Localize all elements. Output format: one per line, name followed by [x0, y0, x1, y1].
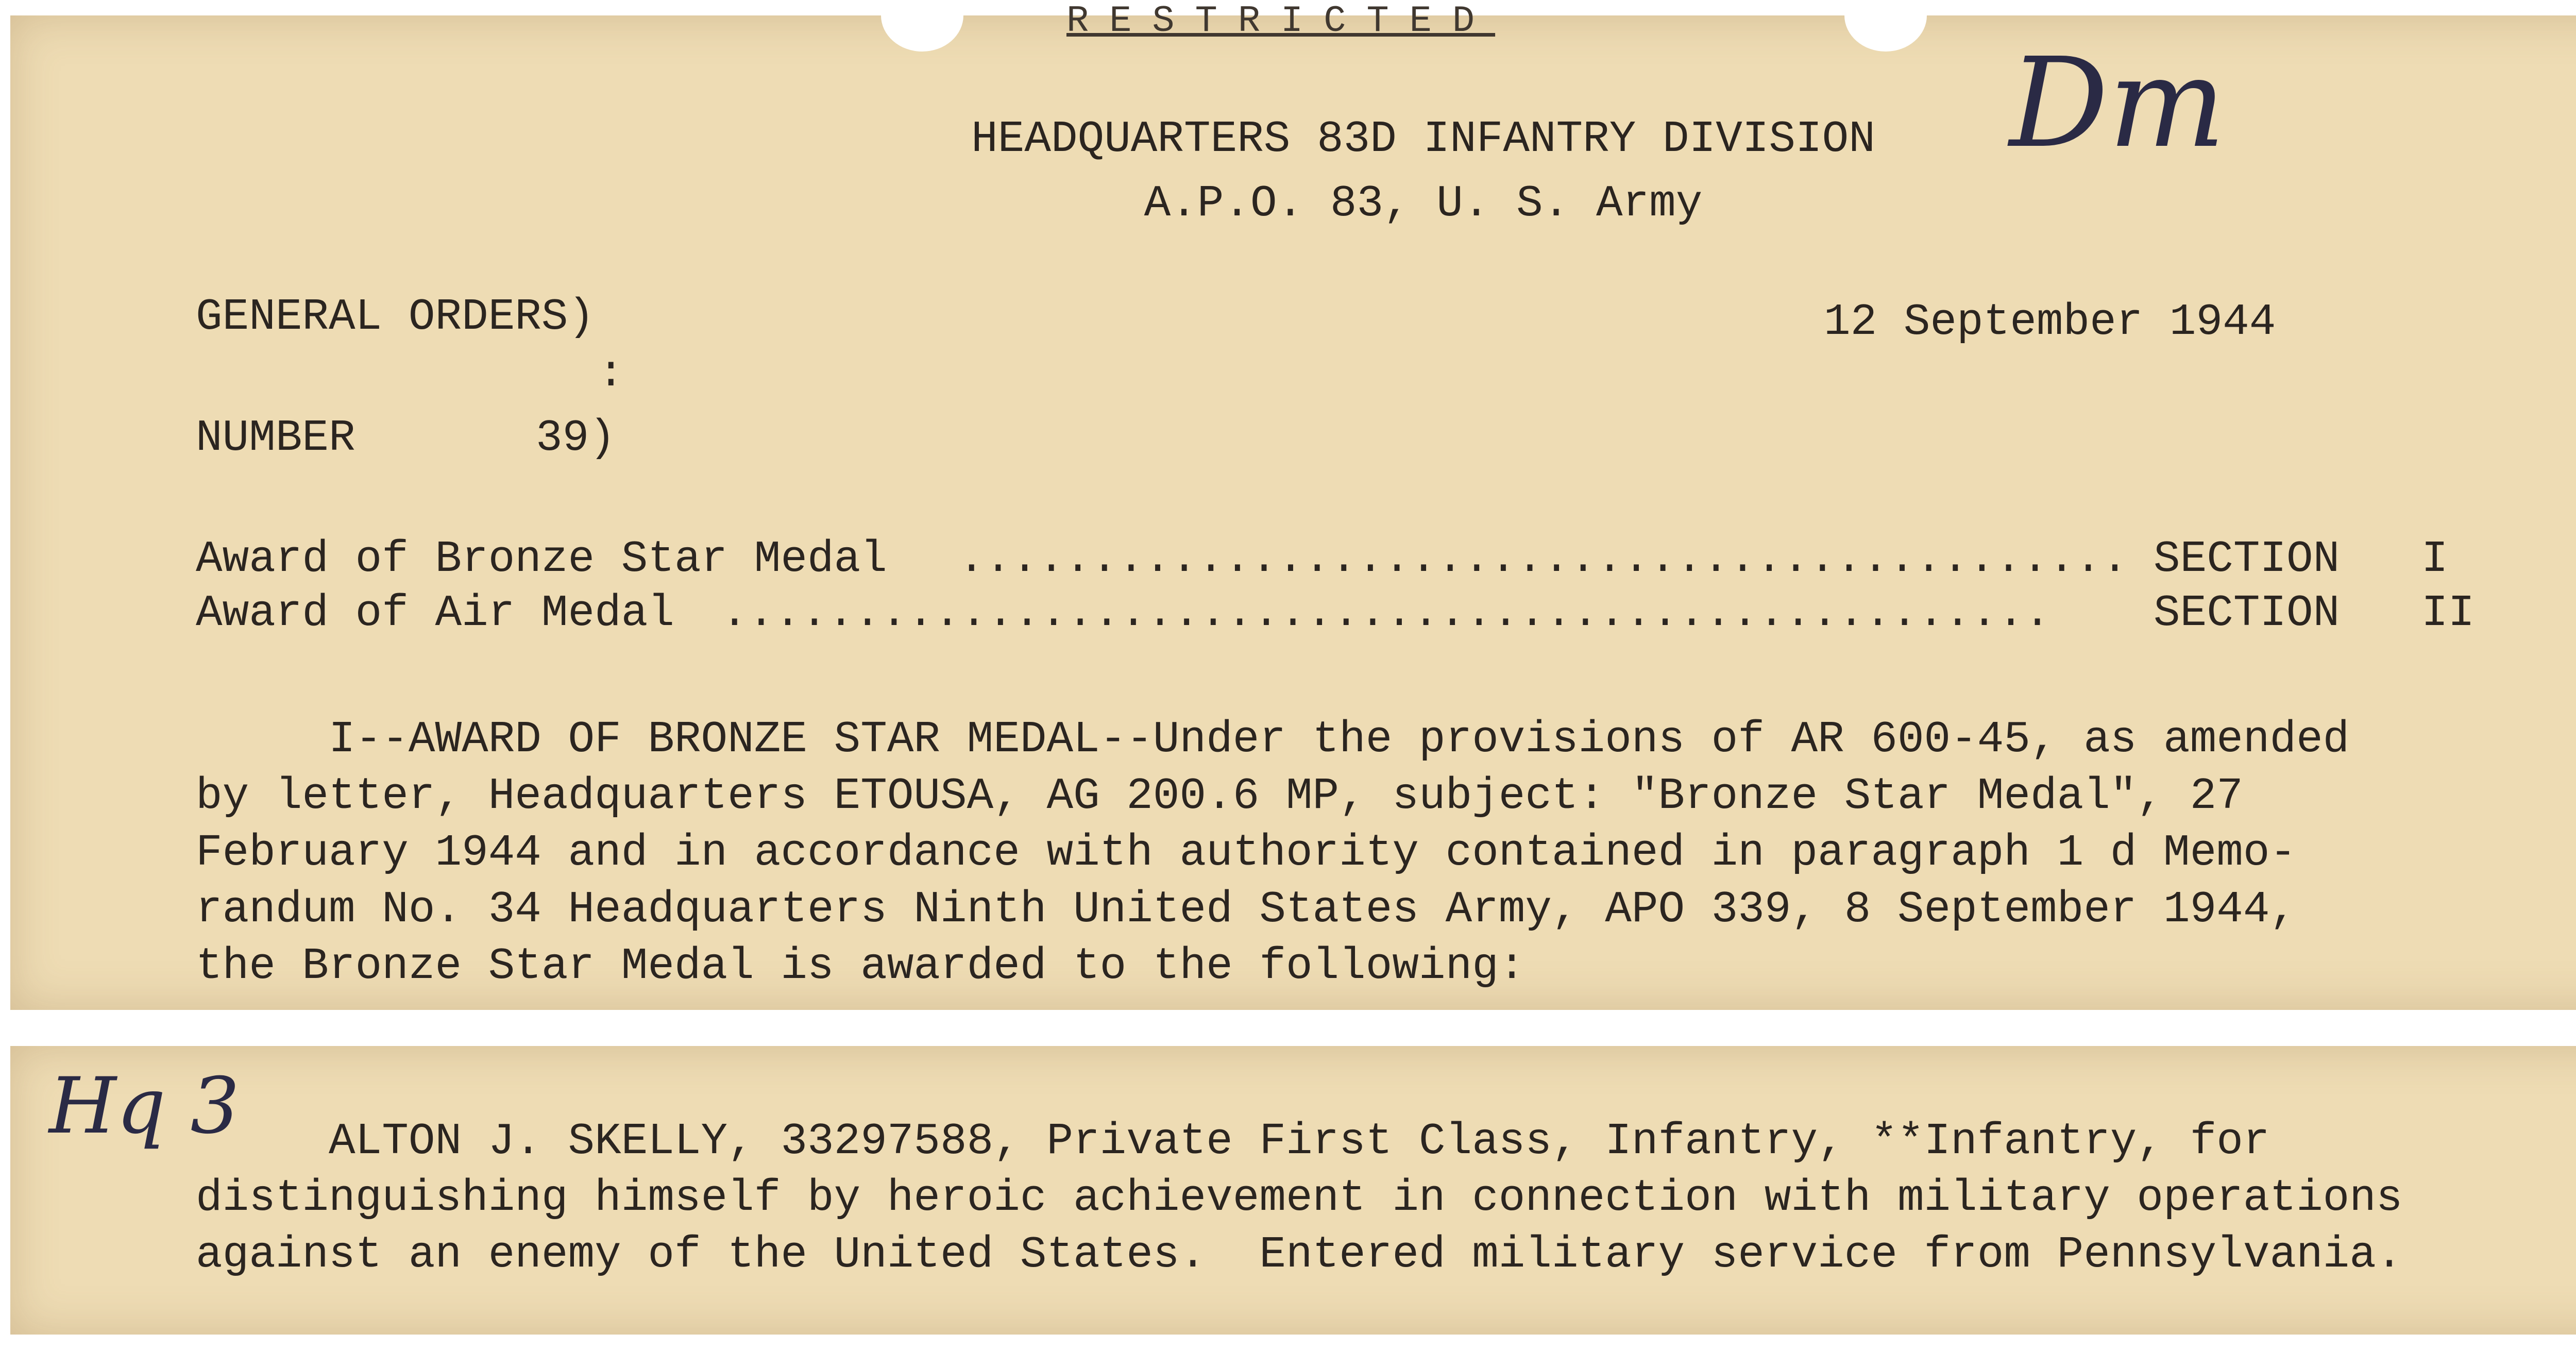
- paragraph-line: I--AWARD OF BRONZE STAR MEDAL--Under the provisions of AR 600-45, as amended: [196, 714, 2350, 765]
- paragraph-line: by letter, Headquarters ETOUSA, AG 200.6 MP, subject: "Bronze Star Medal", 27: [196, 771, 2243, 821]
- toc-leader: ............................................: [958, 534, 2128, 584]
- general-orders-label: GENERAL ORDERS): [196, 292, 595, 342]
- toc-section-label: SECTION: [2154, 534, 2340, 584]
- toc-section-number: I: [2421, 534, 2448, 584]
- paragraph-line: distinguishing himself by heroic achievement in connection with military operations: [196, 1173, 2403, 1223]
- paragraph-line: randum No. 34 Headquarters Ninth United States Army, APO 339, 8 September 1944,: [196, 884, 2297, 935]
- toc-leader: ..................................................: [721, 588, 2051, 638]
- paragraph-line: February 1944 and in accordance with authority contained in paragraph 1 d Memo-: [196, 828, 2297, 878]
- classification-marking: RESTRICTED: [1066, 0, 1496, 42]
- toc-section-label: SECTION: [2154, 588, 2340, 638]
- paragraph-line: ALTON J. SKELLY, 33297588, Private First Class, Infantry, **Infantry, for: [196, 1116, 2270, 1167]
- toc-title: Award of Air Medal: [196, 588, 674, 638]
- order-date: 12 September 1944: [1824, 297, 2276, 347]
- paragraph-line: the Bronze Star Medal is awarded to the following:: [196, 941, 1526, 991]
- punch-hole: [881, 0, 963, 52]
- handwritten-margin-note: Hq 3: [49, 1061, 240, 1151]
- toc-section-number: II: [2421, 588, 2475, 638]
- punch-hole: [1844, 0, 1927, 52]
- toc-title: Award of Bronze Star Medal: [196, 534, 887, 584]
- number-value: 39): [536, 413, 616, 463]
- orders-colon: :: [598, 348, 624, 399]
- handwritten-initials: Dm: [2009, 31, 2226, 175]
- apo-line: A.P.O. 83, U. S. Army: [1144, 178, 1703, 229]
- number-label: NUMBER: [196, 413, 355, 463]
- headquarters-line: HEADQUARTERS 83D INFANTRY DIVISION: [971, 114, 1875, 164]
- paragraph-line: against an enemy of the United States. Entered military service from Pennsylvania.: [196, 1229, 2403, 1280]
